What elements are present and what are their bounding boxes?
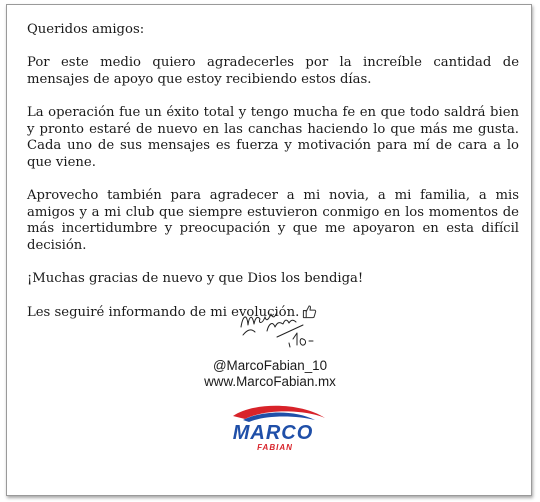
marco-fabian-logo (203, 404, 343, 454)
paragraph-thanks: Por este medio quiero agradecerles por la increíble cantidad de mensajes de apoyo que estoy recibiendo estos días. (27, 55, 519, 87)
paragraph-operation: La operación fue un éxito total y tengo mucha fe en que todo saldrá bien y pronto estaré de nuevo en las canchas haciendo lo que más me gusta. Cada uno de sus mensajes es fuerza y motivación para mí de cara a lo que viene. (27, 104, 519, 170)
logo-swoosh (233, 406, 325, 419)
greeting: Queridos amigos: (27, 22, 145, 37)
logo-wordmark: MARCO (232, 422, 314, 444)
logo-subname: FABIAN (257, 443, 293, 452)
website: www.MarcoFabian.mx (204, 374, 336, 389)
twitter-handle: @MarcoFabian_10 (212, 358, 328, 373)
closing-text: Les seguiré informando de mi evolución. (27, 305, 300, 321)
letter-card (6, 4, 532, 496)
letter-body (27, 22, 519, 341)
paragraph-blessing: ¡Muchas gracias de nuevo y que Dios los bendiga! (27, 270, 364, 286)
handwritten-signature (233, 297, 333, 357)
paragraph-gratitude: Aprovecho también para agradecer a mi novia, a mi familia, a mis amigos y a mi club que siempre estuvieron conmigo en los momentos de más incertidumbre y preocupación y que me apoyaron en esta difícil decisión. (27, 187, 519, 253)
